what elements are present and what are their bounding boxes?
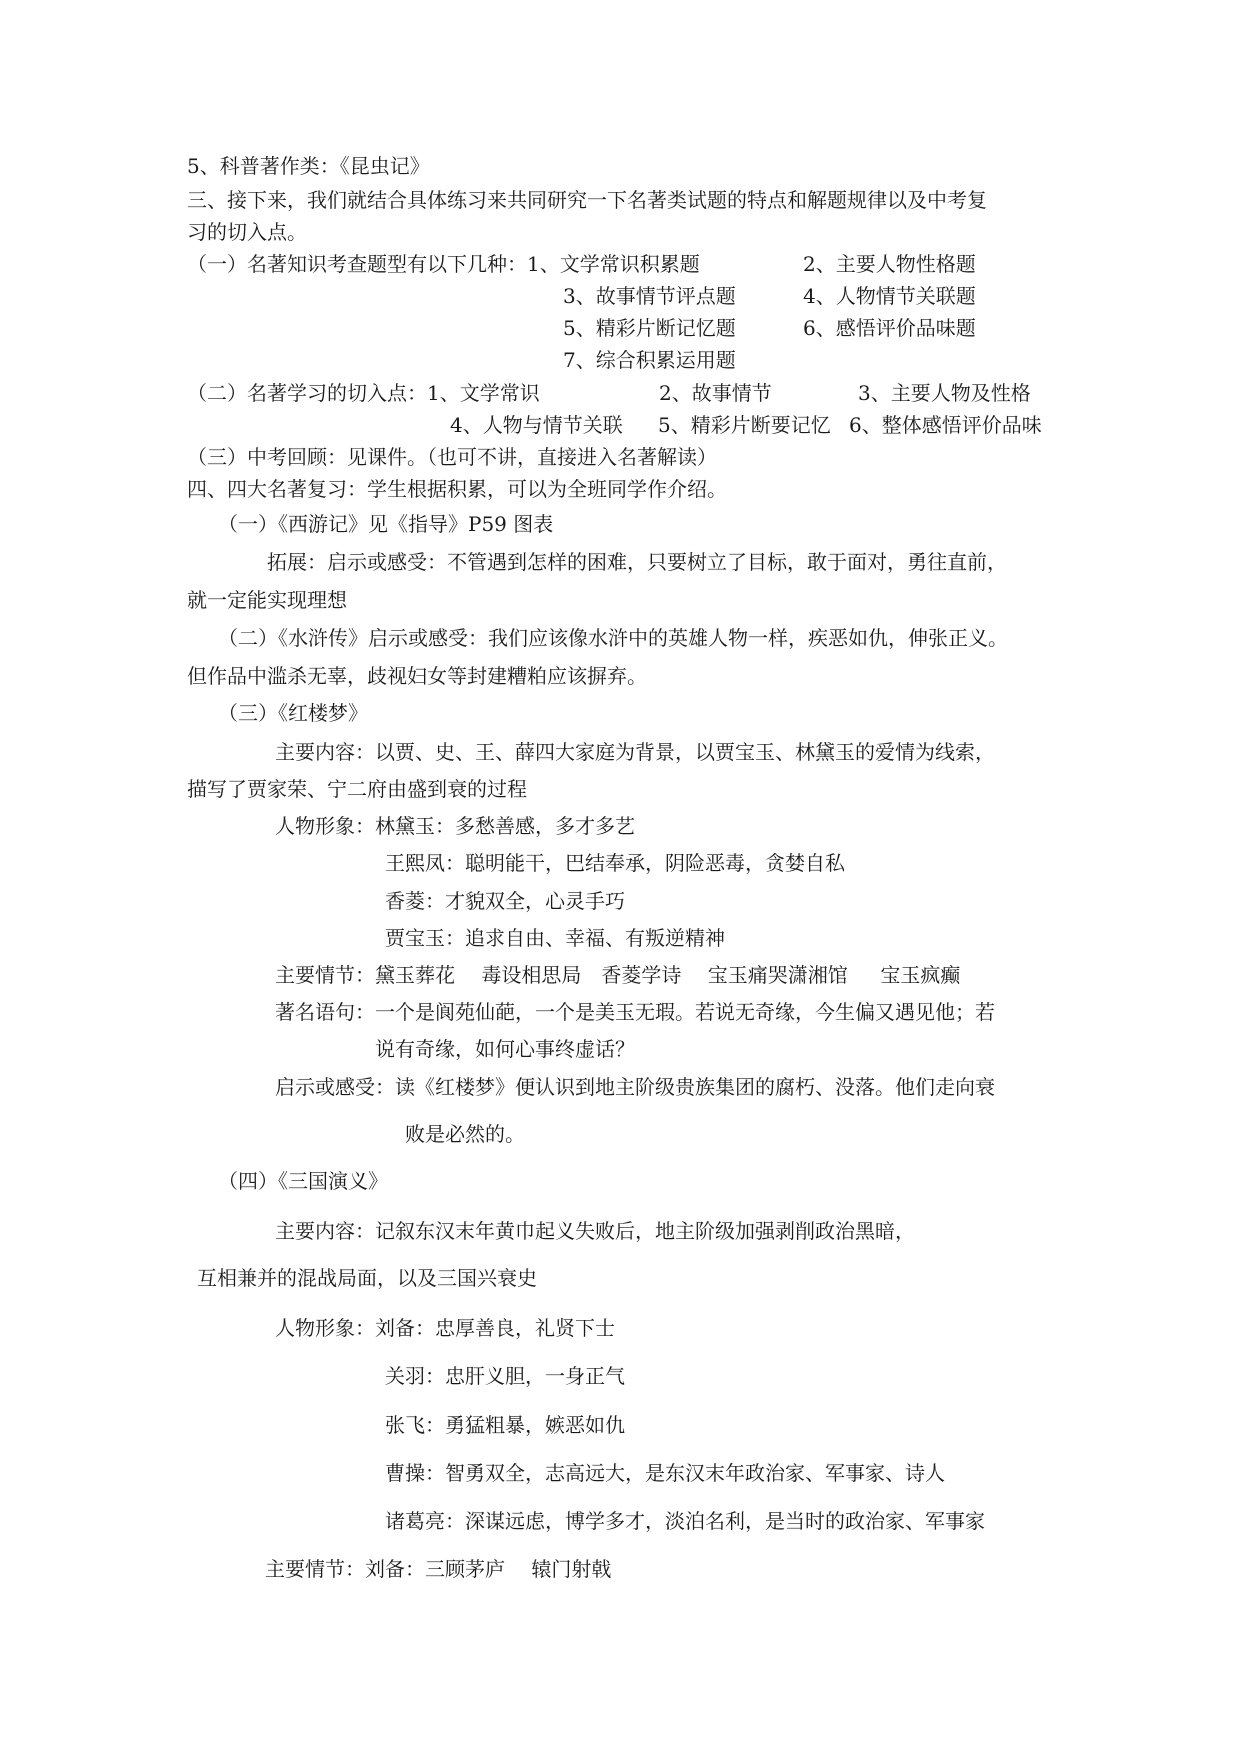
text-line: 败是必然的。: [405, 1122, 525, 1146]
text-line: 曹操：智勇双全，志高远大，是东汉末年政治家、军事家、诗人: [385, 1461, 945, 1485]
text-line: 4、人物与情节关联: [450, 413, 623, 437]
text-line: 说有奇缘，如何心事终虚话？: [375, 1037, 635, 1061]
text-line: 张飞：勇猛粗暴，嫉恶如仇: [385, 1413, 625, 1437]
text-line: 就一定能实现理想: [187, 588, 347, 612]
text-line: 5、精彩片断要记忆: [658, 413, 831, 437]
text-line: （三）《红楼梦》: [218, 701, 368, 725]
text-line: （一）名著知识考查题型有以下几种：1、文学常识积累题: [187, 252, 700, 276]
text-line: 关羽：忠肝义胆，一身正气: [385, 1364, 625, 1388]
text-line: 4、人物情节关联题: [803, 284, 976, 308]
text-line: 习的切入点。: [187, 220, 307, 244]
text-line: 人物形象：林黛玉：多愁善感，多才多艺: [275, 814, 635, 838]
text-line: （一）《西游记》见《指导》P59 图表: [218, 512, 554, 536]
text-line: 三、接下来，我们就结合具体练习来共同研究一下名著类试题的特点和解题规律以及中考复: [187, 188, 987, 212]
text-line: 2、故事情节: [659, 381, 772, 405]
text-line: 5、科普著作类：《昆虫记》: [187, 154, 430, 178]
text-line: 主要情节：刘备：三顾茅庐 辕门射戟: [265, 1557, 612, 1581]
text-line: 人物形象：刘备：忠厚善良，礼贤下士: [275, 1316, 615, 1340]
text-line: （三）中考回顾：见课件。（也可不讲，直接进入名著解读）: [187, 445, 717, 469]
text-line: 贾宝玉：追求自由、幸福、有叛逆精神: [385, 926, 725, 950]
text-line: （二）名著学习的切入点：1、文学常识: [187, 381, 540, 405]
text-line: （四）《三国演义》: [218, 1169, 388, 1193]
text-line: 四、四大名著复习：学生根据积累，可以为全班同学作介绍。: [187, 477, 727, 501]
text-line: 诸葛亮：深谋远虑，博学多才，淡泊名利，是当时的政治家、军事家: [385, 1509, 985, 1533]
text-line: 6、感悟评价品味题: [803, 316, 976, 340]
text-line: 著名语句：一个是阆苑仙葩，一个是美玉无瑕。若说无奇缘，今生偏又遇见他；若: [275, 1000, 995, 1024]
text-line: 7、综合积累运用题: [563, 348, 736, 372]
text-line: 6、整体感悟评价品味: [849, 413, 1042, 437]
text-line: 启示或感受：读《红楼梦》便认识到地主阶级贵族集团的腐朽、没落。他们走向衰: [275, 1075, 995, 1099]
text-line: （二）《水浒传》启示或感受：我们应该像水浒中的英雄人物一样，疾恶如仇，伸张正义。: [218, 626, 1008, 650]
text-line: 王熙凤：聪明能干，巴结奉承，阴险恶毒，贪婪自私: [385, 851, 845, 875]
text-line: 主要内容：记叙东汉末年黄巾起义失败后，地主阶级加强剥削政治黑暗，: [275, 1219, 915, 1243]
text-line: 3、故事情节评点题: [563, 284, 736, 308]
text-line: 3、主要人物及性格: [858, 381, 1031, 405]
text-line: 5、精彩片断记忆题: [563, 316, 736, 340]
text-line: 主要情节：黛玉葬花 毒设相思局 香菱学诗 宝玉痛哭潇湘馆 宝玉疯癫: [275, 963, 961, 987]
text-line: 拓展：启示或感受：不管遇到怎样的困难，只要树立了目标，敢于面对，勇往直前，: [267, 550, 1007, 574]
text-line: 描写了贾家荣、宁二府由盛到衰的过程: [187, 777, 527, 801]
text-line: 互相兼并的混战局面，以及三国兴衰史: [197, 1266, 537, 1290]
text-line: 2、主要人物性格题: [803, 252, 976, 276]
text-line: 香菱：才貌双全，心灵手巧: [385, 889, 625, 913]
text-line: 但作品中滥杀无辜，歧视妇女等封建糟粕应该摒弃。: [187, 664, 647, 688]
text-line: 主要内容：以贾、史、王、薛四大家庭为背景，以贾宝玉、林黛玉的爱情为线索，: [275, 740, 995, 764]
